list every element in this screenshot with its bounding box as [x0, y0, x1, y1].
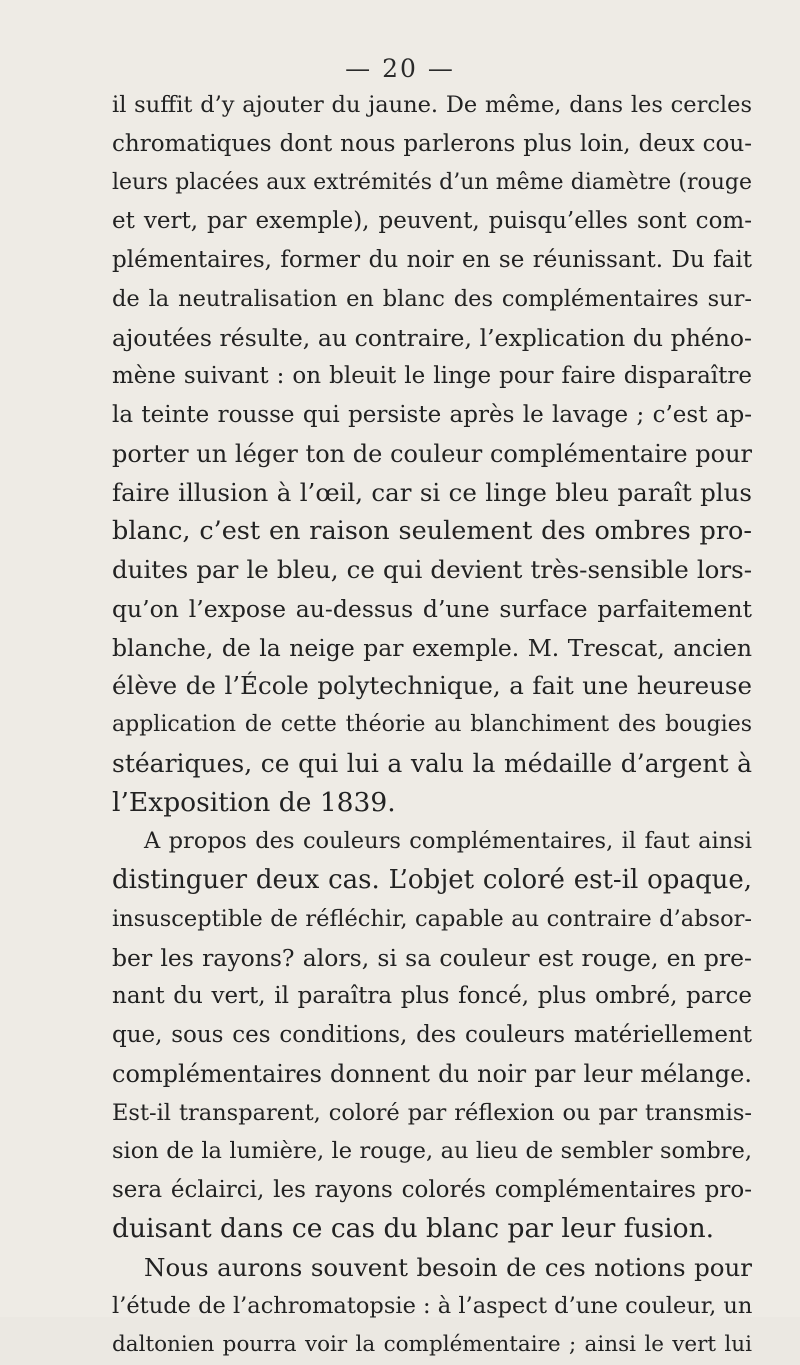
text-line: qu’on l’expose au-dessus d’une surface parfaitement: [112, 594, 752, 623]
text-line: A propos des couleurs complémentaires, il faut ainsi: [144, 828, 752, 855]
text-line: insusceptible de réfléchir, capable au contraire d’absor-: [112, 905, 752, 932]
text-line: complémentaires donnent du noir par leur mélange.: [112, 1059, 752, 1088]
text-line: mène suivant : on bleuit le linge pour faire disparaître: [112, 363, 752, 390]
text-line: daltonien pourra voir la complémentaire ; ainsi le vert lui: [112, 1332, 752, 1357]
text-line: duites par le bleu, ce qui devient très-sensible lors-: [112, 555, 752, 584]
text-line: distinguer deux cas. L’objet coloré est-il opaque,: [112, 865, 752, 895]
text-line: leurs placées aux extrémités d’un même diamètre (rouge: [112, 169, 752, 195]
text-line: blanc, c’est en raison seulement des ombres pro-: [112, 516, 752, 547]
text-line: duisant dans ce cas du blanc par leur fusion.: [112, 1212, 715, 1244]
text-line: application de cette théorie au blanchiment des bougies: [112, 712, 752, 737]
text-line: de la neutralisation en blanc des complémentaires sur-: [112, 285, 752, 312]
text-line: sera éclairci, les rayons colorés complémentaires pro-: [112, 1177, 752, 1203]
text-line: blanche, de la neige par exemple. M. Trescat, ancien: [112, 633, 752, 662]
text-line: ber les rayons? alors, si sa couleur est rouge, en pre-: [112, 943, 752, 972]
page-number: — 20 —: [345, 54, 455, 83]
text-line: Nous aurons souvent besoin de ces notions pour: [144, 1252, 752, 1282]
text-line: stéariques, ce qui lui a valu la médaille d’argent à: [112, 748, 752, 778]
text-line: sion de la lumière, le rouge, au lieu de sembler sombre,: [112, 1138, 752, 1165]
text-line: nant du vert, il paraîtra plus foncé, plus ombré, parce: [112, 983, 752, 1010]
text-line: faire illusion à l’œil, car si ce linge bleu paraît plus: [112, 477, 752, 507]
text-line: l’Exposition de 1839.: [112, 786, 396, 818]
text-line: porter un léger ton de couleur complémentaire pour: [112, 439, 752, 468]
text-line: que, sous ces conditions, des couleurs matériellement: [112, 1022, 752, 1048]
text-line: il suffit d’y ajouter du jaune. De même, dans les cercles: [112, 92, 752, 118]
body-text: [112, 86, 752, 1365]
text-line: plémentaires, former du noir en se réunissant. Du fait: [112, 247, 752, 273]
text-line: et vert, par exemple), peuvent, puisqu’elles sont com-: [112, 208, 752, 235]
text-line: ajoutées résulte, au contraire, l’explication du phéno-: [112, 323, 752, 352]
text-line: chromatiques dont nous parlerons plus loin, deux cou-: [112, 130, 752, 157]
text-line: la teinte rousse qui persiste après le lavage ; c’est ap-: [112, 402, 752, 428]
text-line: élève de l’École polytechnique, a fait une heureuse: [112, 671, 752, 701]
text-line: l’étude de l’achromatopsie : à l’aspect d’une couleur, un: [112, 1293, 753, 1320]
text-line: Est-il transparent, coloré par réflexion ou par transmis-: [112, 1099, 752, 1126]
